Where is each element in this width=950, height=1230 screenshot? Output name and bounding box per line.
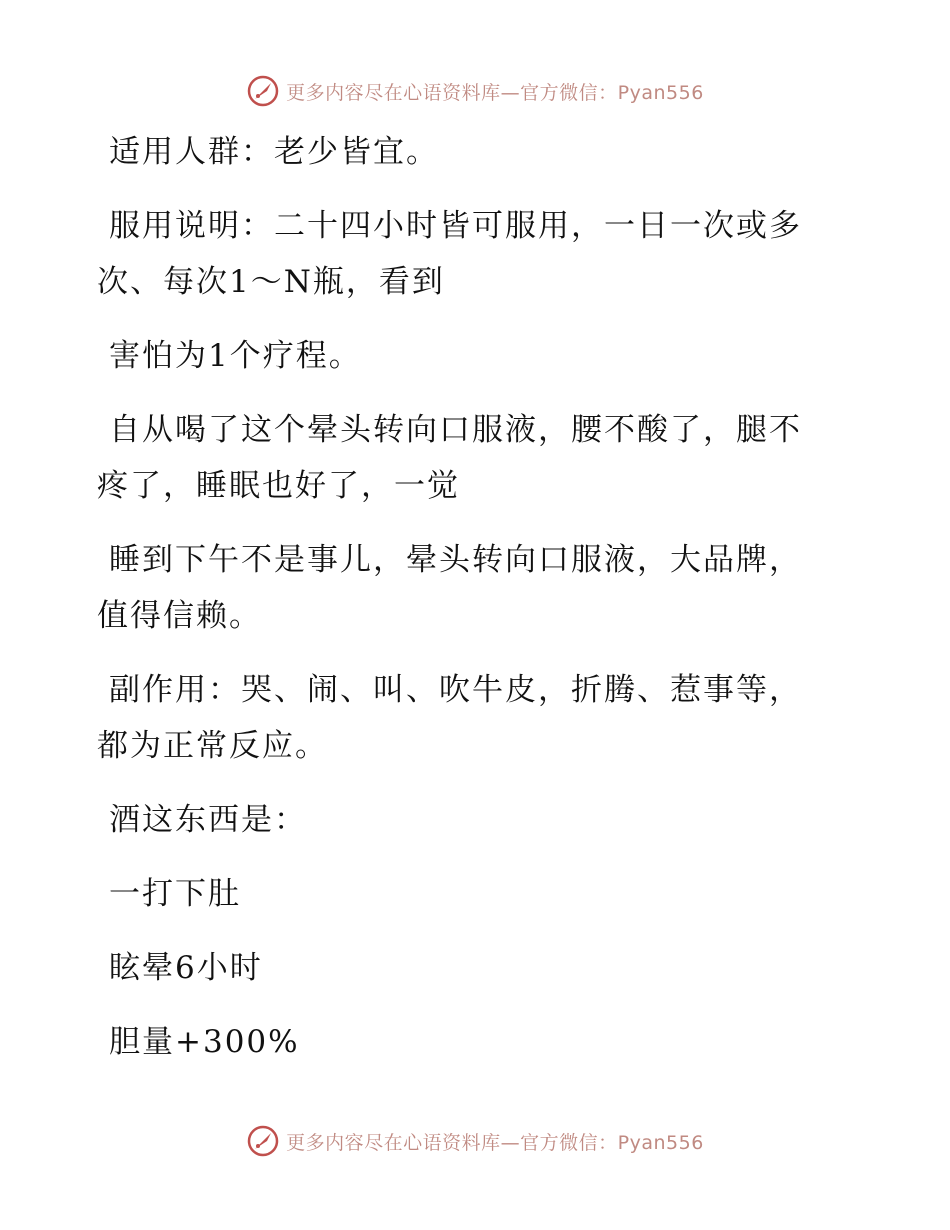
paragraph: 胆量+300%	[109, 1024, 300, 1060]
paragraph: 害怕为1个疗程。	[109, 338, 362, 374]
paragraph: 副作用：哭、闹、叫、吹牛皮，折腾、惹事等， 都为正常反应。	[97, 672, 802, 764]
paragraph: 睡到下午不是事儿，晕头转向口服液，大品牌， 值得信赖。	[97, 542, 802, 634]
paragraph: 酒这东西是：	[109, 802, 307, 838]
paragraph: 一打下肚	[109, 876, 241, 912]
footer-watermark	[0, 1124, 950, 1158]
paragraph: 眩晕6小时	[109, 950, 263, 986]
paragraph: 服用说明：二十四小时皆可服用，一日一次或多 次、每次1～N瓶，看到	[97, 208, 802, 300]
quill-logo-icon	[246, 1124, 280, 1158]
header-watermark	[0, 74, 950, 108]
watermark-text: 更多内容尽在心语资料库—官方微信：Pyan556	[286, 1131, 704, 1154]
quill-logo-icon	[246, 74, 280, 108]
document-body	[97, 124, 837, 1088]
paragraph: 自从喝了这个晕头转向口服液，腰不酸了，腿不 疼了，睡眠也好了，一觉	[97, 412, 802, 504]
paragraph: 适用人群：老少皆宜。	[109, 134, 439, 170]
watermark-text: 更多内容尽在心语资料库—官方微信：Pyan556	[286, 81, 704, 104]
